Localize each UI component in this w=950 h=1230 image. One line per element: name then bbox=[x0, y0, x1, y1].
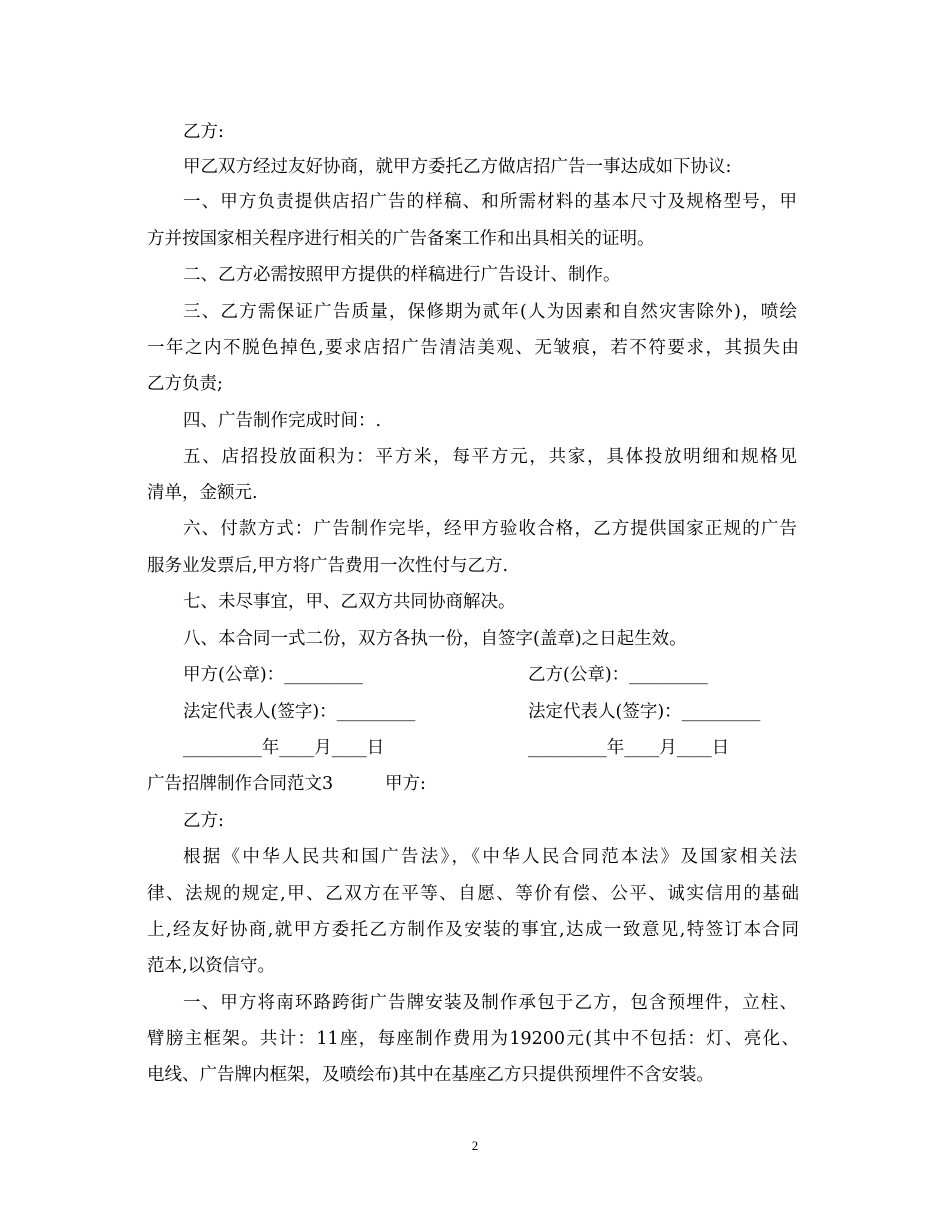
clause-1-line-1: 一、甲方负责提供店招广告的样稿、和所需材料的基本尺寸及规格型号，甲 bbox=[183, 192, 797, 212]
party-a-representative-field: 法定代表人(签字)：_________ bbox=[183, 702, 416, 722]
section-3-party-a: 甲方: bbox=[385, 774, 426, 794]
clause-1-line-2: 方并按国家相关程序进行相关的广告备案工作和出具相关的证明。 bbox=[147, 229, 655, 249]
party-b-date-field: _________年____月____日 bbox=[528, 738, 730, 758]
section-3-clause-1-line-2: 臂膀主框架。共计：11座，每座制作费用为19200元(其中不包括：灯、亮化、 bbox=[147, 1029, 799, 1049]
clause-7: 七、未尽事宜，甲、乙双方共同协商解决。 bbox=[183, 592, 516, 612]
clause-3-line-1: 三、乙方需保证广告质量，保修期为贰年(人为因素和自然灾害除外)，喷绘 bbox=[183, 302, 797, 322]
party-a-date-field: _________年____月____日 bbox=[183, 738, 385, 758]
section-3-party-b: 乙方: bbox=[183, 811, 224, 831]
page-number: 2 bbox=[471, 1138, 479, 1153]
section-3-clause-1-line-1: 一、甲方将南环路跨街广告牌安装及制作承包于乙方，包含预埋件，立柱、 bbox=[183, 993, 797, 1013]
section-3-clause-1-line-3: 电线、广告牌内框架，及喷绘布)其中在基座乙方只提供预埋件不含安装。 bbox=[147, 1065, 714, 1085]
clause-6-line-2: 服务业发票后,甲方将广告费用一次性付与乙方. bbox=[147, 556, 509, 576]
clause-8: 八、本合同一式二份，双方各执一份，自签字(盖章)之日起生效。 bbox=[183, 629, 687, 649]
section-3-title: 广告招牌制作合同范文3 bbox=[147, 774, 334, 794]
section-3-preamble-line-4: 范本,以资信守。 bbox=[147, 956, 276, 976]
clause-3-line-3: 乙方负责; bbox=[147, 374, 223, 394]
paragraph-intro: 甲乙双方经过友好协商，就甲方委托乙方做店招广告一事达成如下协议: bbox=[183, 157, 732, 177]
party-b-representative-field: 法定代表人(签字)：_________ bbox=[528, 702, 761, 722]
clause-5-line-1: 五、店招投放面积为：平方米，每平方元，共家，具体投放明细和规格见 bbox=[183, 447, 797, 467]
clause-2: 二、乙方必需按照甲方提供的样稿进行广告设计、制作。 bbox=[183, 265, 621, 285]
section-3-preamble-line-2: 律、法规的规定,甲、乙双方在平等、自愿、等价有偿、公平、诚实信用的基础 bbox=[147, 884, 799, 904]
party-a-seal-field: 甲方(公章)：_________ bbox=[183, 665, 363, 685]
party-b-seal-field: 乙方(公章)：_________ bbox=[528, 665, 708, 685]
clause-3-line-2: 一年之内不脱色掉色,要求店招广告清洁美观、无皱痕，若不符要求，其损失由 bbox=[147, 338, 799, 358]
clause-4: 四、广告制作完成时间：. bbox=[183, 411, 382, 431]
clause-6-line-1: 六、付款方式：广告制作完毕，经甲方验收合格，乙方提供国家正规的广告 bbox=[183, 519, 797, 539]
section-3-preamble-line-3: 上,经友好协商,就甲方委托乙方制作及安装的事宜,达成一致意见,特签订本合同 bbox=[147, 920, 799, 940]
clause-5-line-2: 清单，金额元. bbox=[147, 483, 258, 503]
party-b-line: 乙方: bbox=[183, 122, 224, 142]
section-3-preamble-line-1: 根据《中华人民共和国广告法》，《中华人民合同范本法》及国家相关法 bbox=[183, 847, 797, 867]
